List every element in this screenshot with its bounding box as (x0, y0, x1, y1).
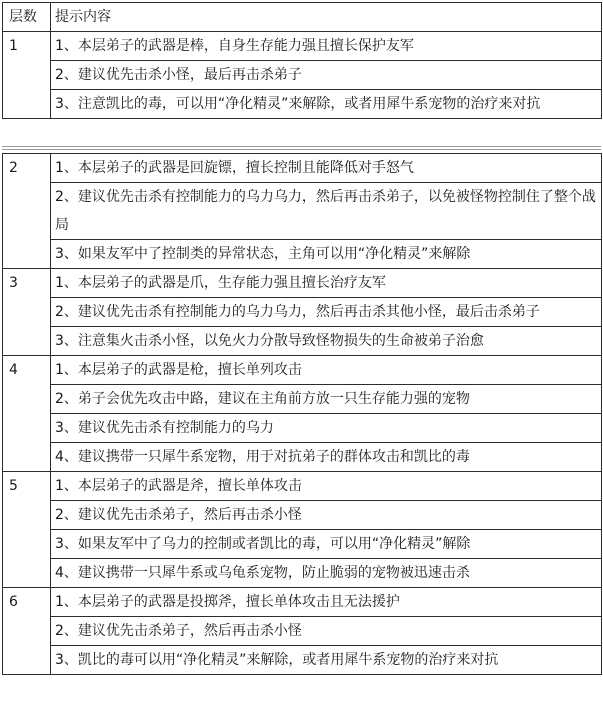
layer-number-4: 4 (3, 356, 51, 472)
layer-number-6: 6 (3, 588, 51, 675)
header-row (3, 3, 602, 32)
tip-cell: 4、建议携带一只犀牛系或乌龟系宠物，防止脆弱的宠物被迅速击杀 (51, 559, 602, 588)
table-row (3, 183, 602, 240)
table-row (3, 269, 602, 298)
table-row (3, 356, 602, 385)
header-tips: 提示内容 (51, 3, 602, 32)
tip-cell: 3、建议优先击杀有控制能力的乌力 (51, 414, 602, 443)
table-row (3, 298, 602, 327)
table-row (3, 61, 602, 90)
tip-cell: 3、如果友军中了乌力的控制或者凯比的毒，可以用“净化精灵”解除 (51, 530, 602, 559)
table-row (3, 32, 602, 61)
page-break-rule (2, 146, 601, 147)
table-row (3, 154, 602, 183)
tip-cell: 2、建议优先击杀小怪，最后再击杀弟子 (51, 61, 602, 90)
tip-cell: 2、建议优先击杀有控制能力的乌力乌力，然后再击杀弟子，以免被怪物控制住了整个战局 (51, 183, 602, 240)
table-row (3, 443, 602, 472)
tips-table-top (2, 2, 602, 119)
tip-cell: 1、本层弟子的武器是斧，擅长单体攻击 (51, 472, 602, 501)
tip-cell: 3、如果友军中了控制类的异常状态，主角可以用“净化精灵”来解除 (51, 240, 602, 269)
layer-number-5: 5 (3, 472, 51, 588)
tip-cell: 3、注意集火击杀小怪，以免火力分散导致怪物损失的生命被弟子治愈 (51, 327, 602, 356)
tips-table-bottom (2, 153, 602, 675)
tip-cell: 2、建议优先击杀弟子，然后再击杀小怪 (51, 617, 602, 646)
table-row (3, 530, 602, 559)
tip-cell: 2、弟子会优先攻击中路，建议在主角前方放一只生存能力强的宠物 (51, 385, 602, 414)
tip-cell: 1、本层弟子的武器是回旋镖，擅长控制且能降低对手怒气 (51, 154, 602, 183)
table-row (3, 90, 602, 119)
page-break-rule (2, 149, 601, 150)
tip-cell: 1、本层弟子的武器是爪，生存能力强且擅长治疗友军 (51, 269, 602, 298)
layer-number-3: 3 (3, 269, 51, 356)
tip-cell: 2、建议优先击杀有控制能力的乌力乌力，然后再击杀其他小怪，最后击杀弟子 (51, 298, 602, 327)
tip-cell: 1、本层弟子的武器是棒，自身生存能力强且擅长保护友军 (51, 32, 602, 61)
table-row (3, 385, 602, 414)
header-layer: 层数 (3, 3, 51, 32)
table-row (3, 559, 602, 588)
tip-cell: 2、建议优先击杀弟子，然后再击杀小怪 (51, 501, 602, 530)
table-row (3, 472, 602, 501)
tip-cell: 1、本层弟子的武器是枪，擅长单列攻击 (51, 356, 602, 385)
tip-cell: 3、凯比的毒可以用“净化精灵”来解除，或者用犀牛系宠物的治疗来对抗 (51, 646, 602, 675)
tip-cell: 1、本层弟子的武器是投掷斧，擅长单体攻击且无法援护 (51, 588, 602, 617)
table-row (3, 588, 602, 617)
table-row (3, 646, 602, 675)
tip-cell: 4、建议携带一只犀牛系宠物，用于对抗弟子的群体攻击和凯比的毒 (51, 443, 602, 472)
table-row (3, 501, 602, 530)
table-row (3, 327, 602, 356)
layer-number-1: 1 (3, 32, 51, 119)
table-row (3, 240, 602, 269)
table-row (3, 414, 602, 443)
tip-cell: 3、注意凯比的毒，可以用“净化精灵”来解除，或者用犀牛系宠物的治疗来对抗 (51, 90, 602, 119)
table-row (3, 617, 602, 646)
layer-number-2: 2 (3, 154, 51, 269)
